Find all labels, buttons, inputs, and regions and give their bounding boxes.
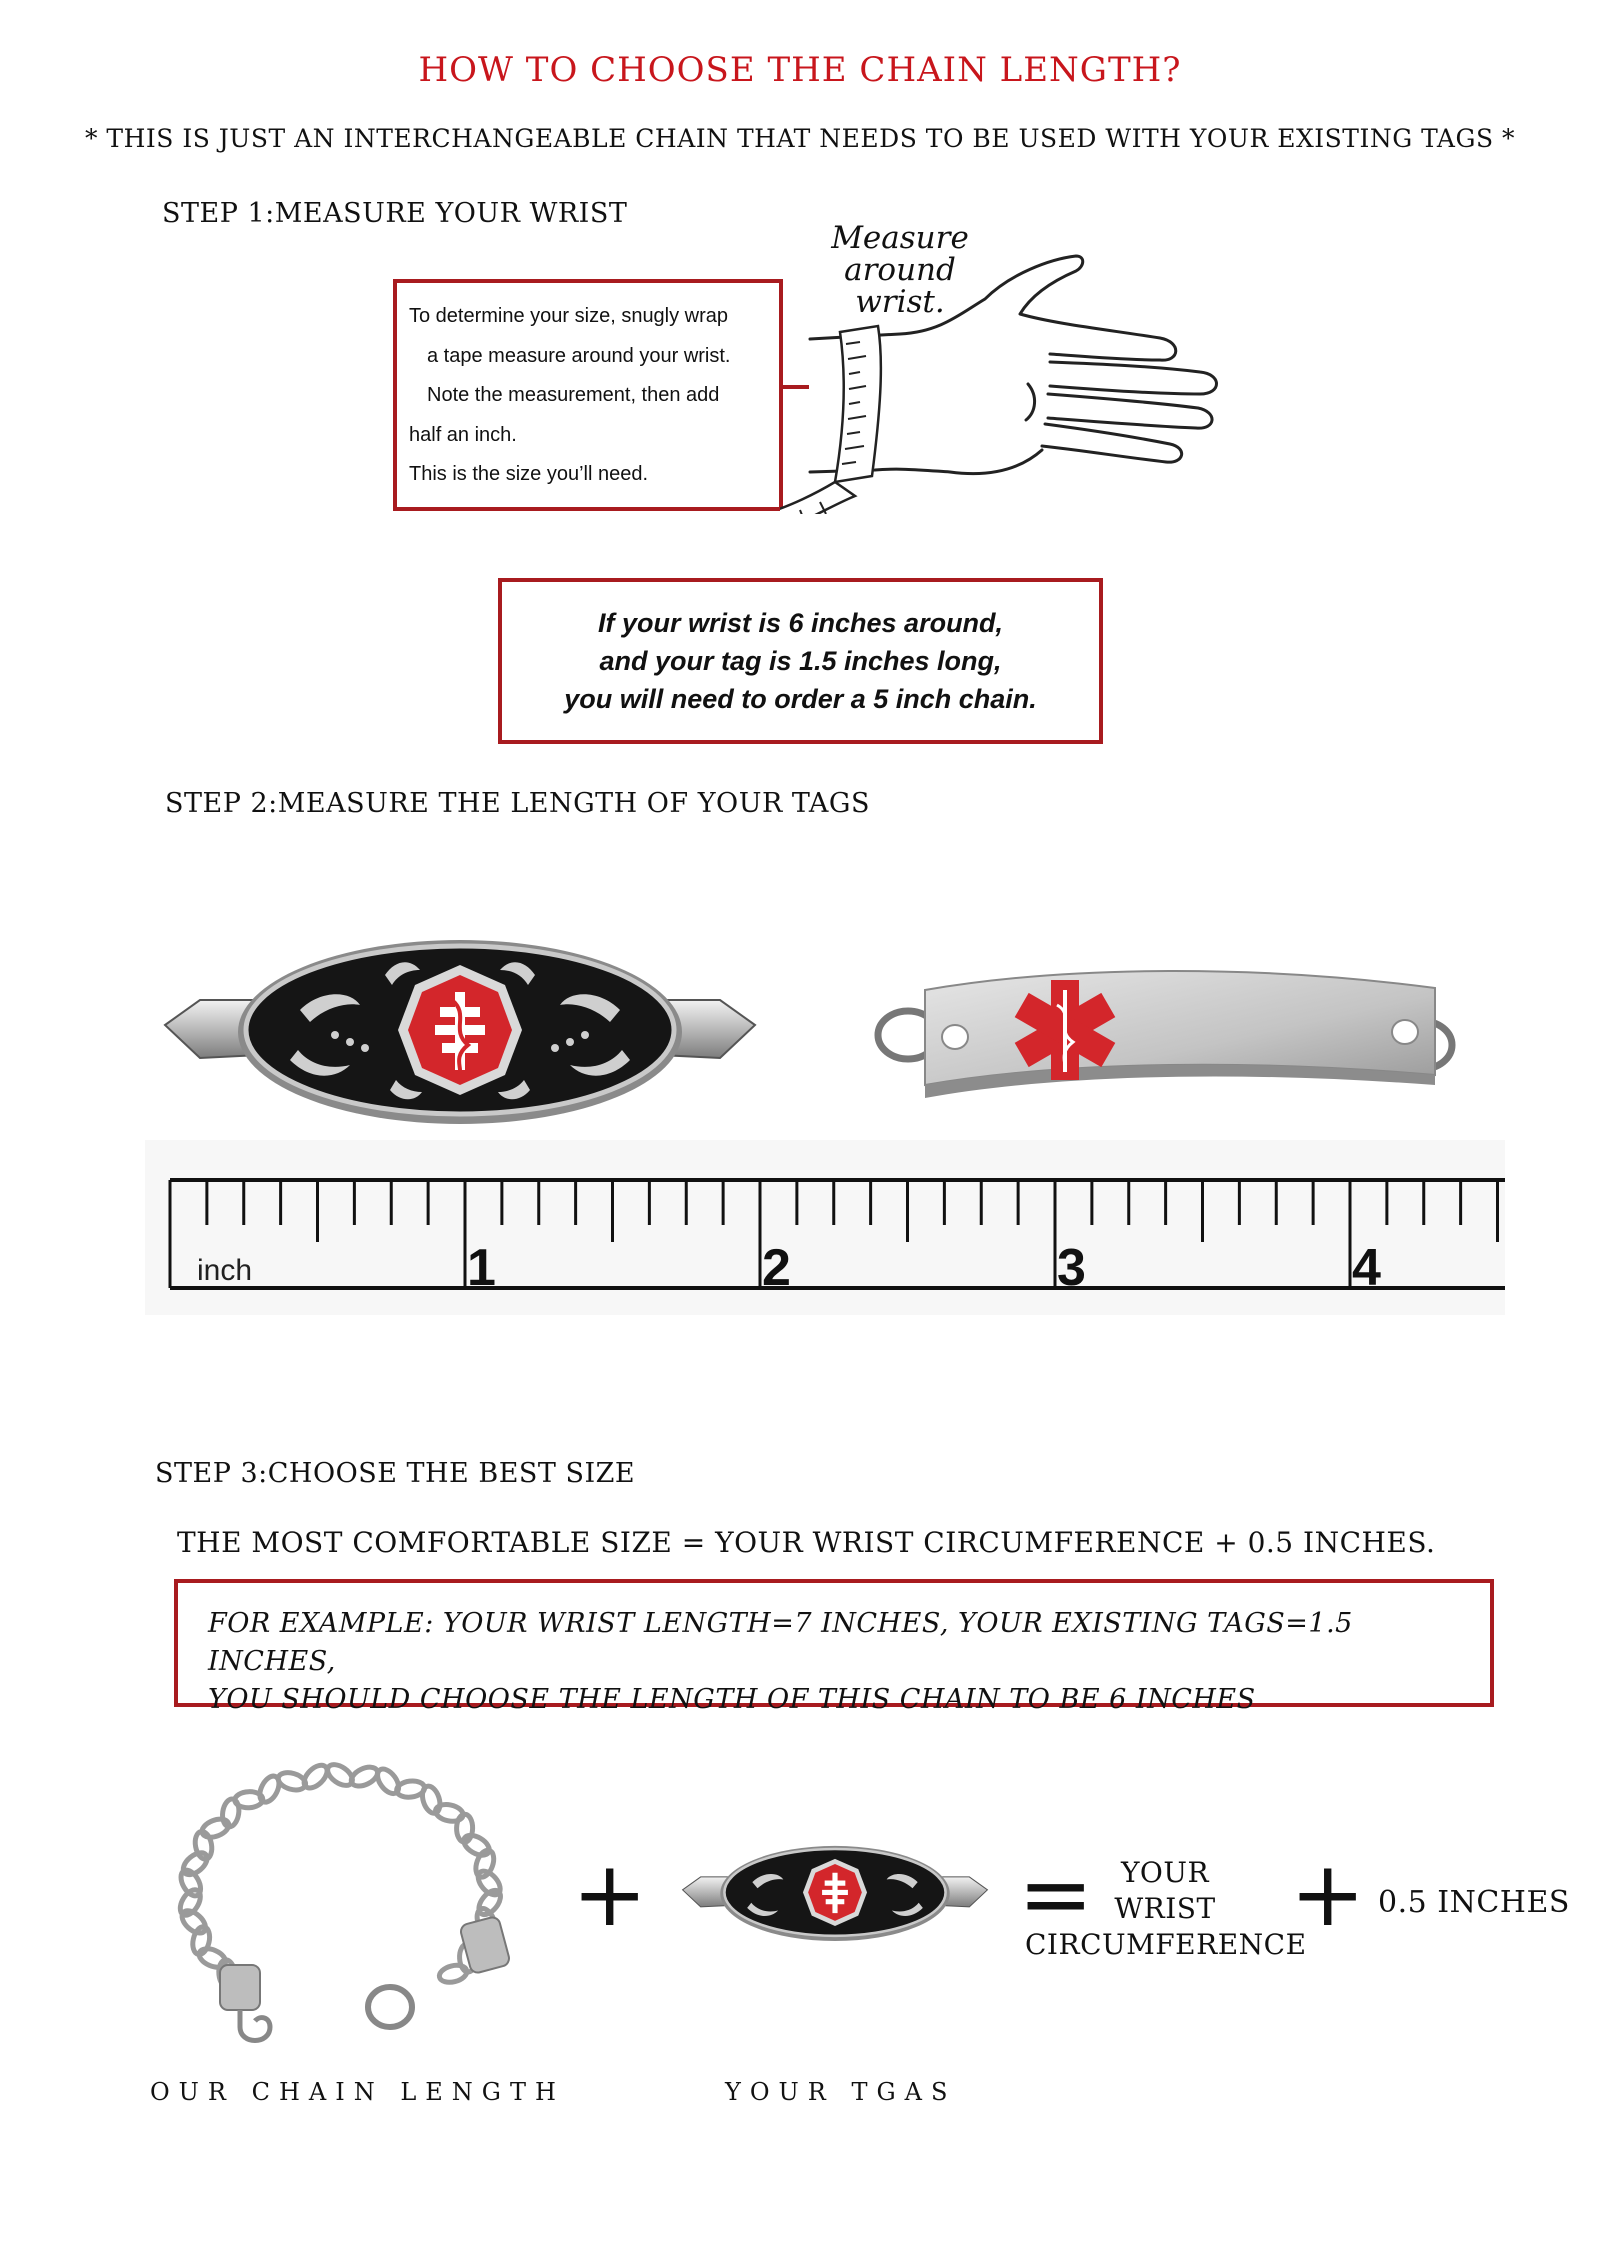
chain-link bbox=[460, 1831, 492, 1859]
ruler-number: 2 bbox=[762, 1239, 791, 1297]
instruction-line: Note the measurement, then add bbox=[427, 384, 720, 406]
plain-medical-tag-image bbox=[870, 950, 1460, 1140]
ruler-unit-label: inch bbox=[197, 1254, 253, 1287]
equals-sign: = bbox=[1018, 1842, 1094, 1947]
step3-heading: STEP 3:CHOOSE THE BEST SIZE bbox=[155, 1458, 636, 1489]
page-subtitle: * THIS IS JUST AN INTERCHANGEABLE CHAIN THAT NEEDS TO BE USED WITH YOUR EXISTING TAGS * bbox=[84, 124, 1516, 153]
chain-drawing bbox=[145, 1745, 525, 2045]
ruler-image bbox=[145, 1140, 1505, 1315]
hand-drawing bbox=[780, 214, 1250, 514]
step3-example-box bbox=[174, 1579, 1494, 1715]
instruction-line: half an inch. bbox=[409, 423, 517, 446]
extra-half-inch-label: 0.5 INCHES bbox=[1378, 1885, 1570, 1920]
step2-heading: STEP 2:MEASURE THE LENGTH OF YOUR TAGS bbox=[165, 788, 870, 819]
ruler-number: 3 bbox=[1057, 1239, 1086, 1297]
small-tag-image bbox=[680, 1840, 990, 1950]
ruler bbox=[145, 1140, 1505, 1315]
hand-illustration bbox=[780, 214, 1250, 514]
ruler-number: 4 bbox=[1352, 1239, 1381, 1297]
plus-sign: + bbox=[572, 1842, 648, 1947]
step1-example-box bbox=[498, 578, 1103, 744]
hand-caption: Measure around wrist. bbox=[831, 220, 969, 320]
step1-instructions-box bbox=[393, 279, 783, 511]
tape-measure bbox=[780, 326, 881, 514]
ornate-medical-tag-image bbox=[160, 930, 760, 1140]
your-tags-caption: YOUR TGAS bbox=[725, 2078, 957, 2106]
instruction-line: To determine your size, snugly wrap bbox=[409, 305, 729, 327]
example-line: FOR EXAMPLE: YOUR WRIST LENGTH=7 INCHES, YOUR EXISTING TAGS=1.5 INCHES, bbox=[208, 1608, 1353, 1677]
instruction-line: This is the size you’ll need. bbox=[409, 463, 649, 485]
instruction-line: a tape measure around your wrist. bbox=[427, 344, 731, 367]
page-title: HOW TO CHOOSE THE CHAIN LENGTH? bbox=[418, 50, 1182, 90]
step1-heading: STEP 1:MEASURE YOUR WRIST bbox=[162, 198, 628, 229]
small-tag-drawing bbox=[680, 1840, 990, 1950]
example-line: If your wrist is 6 inches around, bbox=[597, 608, 1004, 638]
ornate-tag-drawing bbox=[160, 930, 760, 1140]
chain-link bbox=[438, 1963, 469, 1985]
ruler-number: 1 bbox=[467, 1239, 496, 1297]
chain-bracelet-image bbox=[145, 1745, 525, 2045]
chain-link bbox=[419, 1784, 443, 1816]
example-line: you will need to order a 5 inch chain. bbox=[564, 684, 1037, 714]
example-line: and your tag is 1.5 inches long, bbox=[599, 646, 1002, 676]
example-line: YOU SHOULD CHOOSE THE LENGTH OF THIS CHAIN TO BE 6 INCHES bbox=[208, 1684, 1256, 1715]
size-formula: THE MOST COMFORTABLE SIZE = YOUR WRIST CIRCUMFERENCE + 0.5 INCHES. bbox=[177, 1526, 1436, 1559]
plain-tag-drawing bbox=[870, 950, 1460, 1140]
plus-sign: + bbox=[1290, 1842, 1366, 1947]
wrist-circumference-label: YOUR WRIST CIRCUMFERENCE bbox=[1025, 1856, 1307, 1961]
chain-length-caption: OUR CHAIN LENGTH bbox=[150, 2078, 565, 2106]
